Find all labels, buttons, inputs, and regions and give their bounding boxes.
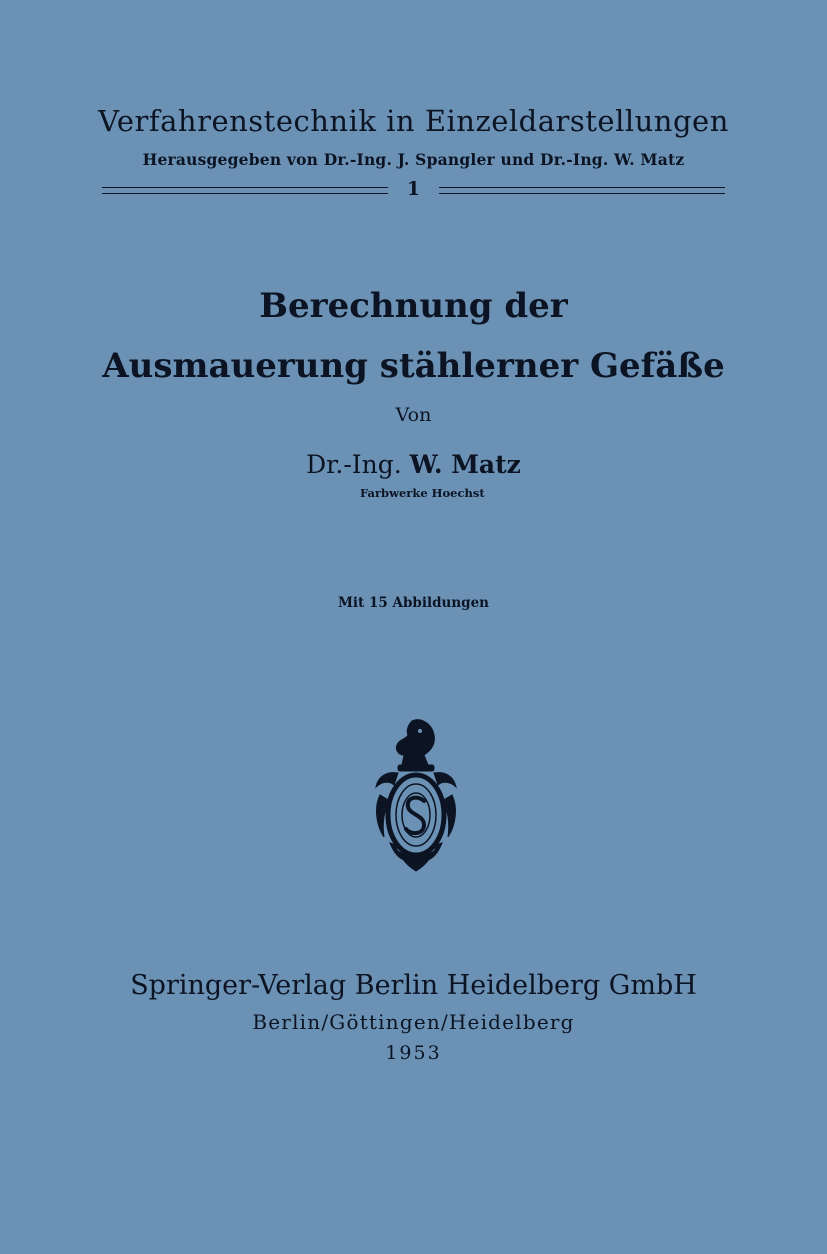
double-rule-left (102, 187, 388, 194)
series-number: 1 (406, 178, 421, 200)
author-line (0, 450, 827, 479)
book-title-line-1: Berechnung der (259, 286, 568, 326)
by-line: Von (395, 404, 432, 426)
publisher-name: Springer-Verlag Berlin Heidelberg GmbH (130, 970, 697, 1001)
book-title-line-2: Ausmauerung stählerner Gefäße (102, 346, 725, 386)
author-prefix: Dr.-Ing. (306, 450, 402, 479)
author-name: W. Matz (409, 450, 521, 479)
double-rule-right (439, 187, 725, 194)
book-title (0, 276, 827, 396)
series-rule (102, 180, 725, 204)
publication-year: 1953 (385, 1042, 442, 1064)
publisher-cities: Berlin/Göttingen/Heidelberg (252, 1010, 575, 1034)
author-affiliation: Farbwerke Hoechst (360, 486, 485, 500)
springer-knight-icon (368, 715, 464, 875)
series-editors: Herausgegeben von Dr.-Ing. J. Spangler und Dr.-Ing. W. Matz (142, 150, 685, 169)
figures-note: Mit 15 Abbildungen (337, 595, 490, 611)
series-title: Verfahrenstechnik in Einzeldarstellungen (98, 104, 729, 138)
